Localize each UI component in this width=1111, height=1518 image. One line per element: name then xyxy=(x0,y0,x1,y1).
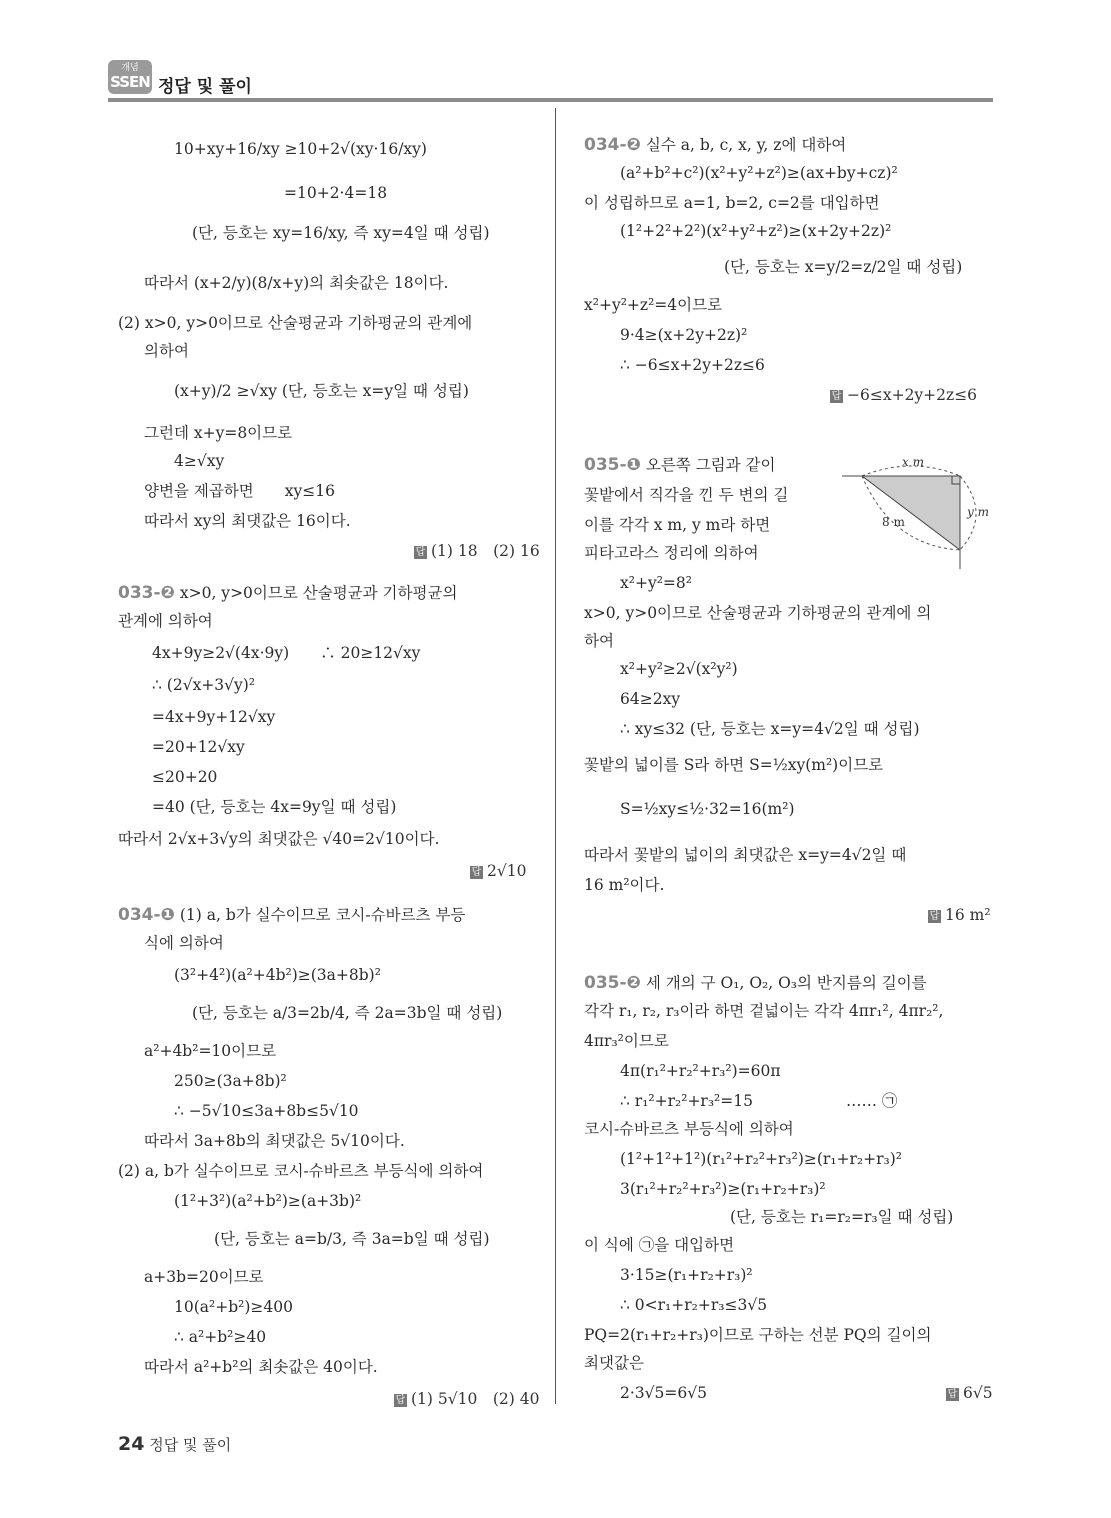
line: (단, 등호는 xy=16/xy, 즉 xy=4일 때 성립) xyxy=(192,224,490,242)
line: S=½xy≤½·32=16(m²) xyxy=(620,800,795,818)
line: (단, 등호는 a=b/3, 즉 3a=b일 때 성립) xyxy=(214,1230,490,1248)
line: a²+4b²=10이므로 xyxy=(144,1042,277,1060)
line: 피타고라스 정리에 의하여 xyxy=(584,544,759,562)
answer-mark-icon: 답 xyxy=(929,911,940,922)
line: (1²+3²)(a²+b²)≥(a+3b)² xyxy=(174,1192,362,1210)
line: 따라서 꽃밭의 넓이의 최댓값은 x=y=4√2일 때 xyxy=(584,846,907,864)
line: 10(a²+b²)≥400 xyxy=(174,1298,293,1316)
page-header xyxy=(108,58,993,104)
line: 따라서 xy의 최댓값은 16이다. xyxy=(144,512,351,530)
problem-035-1: 035-❶ 오른쪽 그림과 같이 xyxy=(584,455,776,475)
line: 식에 의하여 xyxy=(144,934,224,952)
line: 따라서 a²+b²의 최솟값은 40이다. xyxy=(144,1358,378,1376)
line: (단, 등호는 x=y/2=z/2일 때 성립) xyxy=(724,258,963,276)
line: =4x+9y+12√xy xyxy=(152,708,276,726)
triangle xyxy=(862,476,960,550)
answer-mark-icon: 답 xyxy=(831,391,842,402)
line: ∴ −5√10≤3a+8b≤5√10 xyxy=(174,1102,359,1120)
line: =10+2·4=18 xyxy=(284,184,388,202)
line: 하여 xyxy=(584,632,614,650)
line: =40 (단, 등호는 4x=9y일 때 성립) xyxy=(152,798,397,816)
page-number: 24 xyxy=(118,1433,145,1455)
line: 따라서 3a+8b의 최댓값은 5√10이다. xyxy=(144,1132,405,1150)
line: (x+y)/2 ≥√xy (단, 등호는 x=y일 때 성립) xyxy=(174,382,469,400)
line: (1²+2²+2²)(x²+y²+z²)≥(x+2y+2z)² xyxy=(620,222,892,240)
line: PQ=2(r₁+r₂+r₃)이므로 구하는 선분 PQ의 길이의 xyxy=(584,1326,932,1344)
line: (2) x>0, y>0이므로 산술평균과 기하평균의 관계에 xyxy=(118,314,473,332)
line: 꽃밭의 넓이를 S라 하면 S=½xy(m²)이므로 xyxy=(584,756,884,774)
brand-logo: 개념 SSEN xyxy=(108,60,152,94)
line: 3(r₁²+r₂²+r₃²)≥(r₁+r₂+r₃)² xyxy=(620,1180,826,1198)
line: 4≥√xy xyxy=(174,452,225,470)
line: 그런데 x+y=8이므로 xyxy=(144,424,293,442)
line: x²+y²=8² xyxy=(620,574,692,592)
line: (3²+4²)(a²+4b²)≥(3a+8b)² xyxy=(174,966,381,984)
line: 꽃밭에서 직각을 낀 두 변의 길 xyxy=(584,486,789,504)
line: 양변을 제곱하면 xy≤16 xyxy=(144,482,335,500)
line: 최댓값은 xyxy=(584,1354,644,1372)
line: ∴ (2√x+3√y)² xyxy=(152,676,256,694)
answer-mark-icon: 답 xyxy=(415,547,426,558)
line: 2·3√5=6√5 xyxy=(620,1384,707,1402)
line: 의하여 xyxy=(144,342,189,360)
line: x>0, y>0이므로 산술평균과 기하평균의 관계에 의 xyxy=(584,604,932,622)
line: 4π(r₁²+r₂²+r₃²)=60π xyxy=(620,1062,781,1080)
line: 코시-슈바르츠 부등식에 의하여 xyxy=(584,1120,794,1138)
header-rule xyxy=(108,98,993,102)
problem-035-2: 035-❷ 세 개의 구 O₁, O₂, O₃의 반지름의 길이를 xyxy=(584,973,927,993)
line: 10+xy+16/xy ≥10+2√(xy·16/xy) xyxy=(174,140,427,158)
section-title: 정답 및 풀이 xyxy=(158,77,252,97)
footer-title: 정답 및 풀이 xyxy=(149,1436,232,1454)
line: (2) a, b가 실수이므로 코시-슈바르츠 부등식에 의하여 xyxy=(118,1162,484,1180)
label-y: y m xyxy=(967,505,989,519)
line: x²+y²+z²=4이므로 xyxy=(584,296,723,314)
line: ∴ −6≤x+2y+2z≤6 xyxy=(620,356,765,374)
line: ∴ 0<r₁+r₂+r₃≤3√5 xyxy=(620,1296,768,1314)
problem-034-1: 034-❶ (1) a, b가 실수이므로 코시-슈바르츠 부등 xyxy=(118,905,466,925)
line: 4x+9y≥2√(4x·9y) ∴ 20≥12√xy xyxy=(152,644,421,662)
line: 16 m²이다. xyxy=(584,876,665,894)
flowerbed-figure xyxy=(842,454,992,574)
line: 따라서 (x+2/y)(8/x+y)의 최솟값은 18이다. xyxy=(144,274,449,292)
line: 이 식에 ㉠을 대입하면 xyxy=(584,1236,735,1254)
answer: 답 (1) 18 (2) 16 xyxy=(415,542,540,560)
answer-mark-icon: 답 xyxy=(395,1395,406,1406)
line: =20+12√xy xyxy=(152,738,245,756)
line: ∴ r₁²+r₂²+r₃²=15 …… ㉠ xyxy=(620,1092,898,1110)
column-divider xyxy=(555,108,556,1404)
answer: 답 −6≤x+2y+2z≤6 xyxy=(831,386,978,404)
line: ∴ a²+b²≥40 xyxy=(174,1328,267,1346)
line: (1²+1²+1²)(r₁²+r₂²+r₃²)≥(r₁+r₂+r₃)² xyxy=(620,1150,903,1168)
line: 이를 각각 x m, y m라 하면 xyxy=(584,516,771,534)
answer: 답 (1) 5√10 (2) 40 xyxy=(395,1390,540,1408)
answer-mark-icon: 답 xyxy=(471,867,482,878)
line: (a²+b²+c²)(x²+y²+z²)≥(ax+by+cz)² xyxy=(620,164,898,182)
line: x²+y²≥2√(x²y²) xyxy=(620,660,738,678)
line: 9·4≥(x+2y+2z)² xyxy=(620,326,748,344)
line: a+3b=20이므로 xyxy=(144,1268,264,1286)
line: 이 성립하므로 a=1, b=2, c=2를 대입하면 xyxy=(584,194,880,212)
line: 3·15≥(r₁+r₂+r₃)² xyxy=(620,1266,753,1284)
answer: 답 2√10 xyxy=(471,862,527,880)
answer: 답 16 m² xyxy=(929,906,991,924)
label-x: x m xyxy=(902,455,924,469)
line: 250≥(3a+8b)² xyxy=(174,1072,287,1090)
label-hyp: 8 m xyxy=(882,515,905,529)
line: 각각 r₁, r₂, r₃이라 하면 겉넓이는 각각 4πr₁², 4πr₂², xyxy=(584,1002,944,1020)
problem-034-2: 034-❷ 실수 a, b, c, x, y, z에 대하여 xyxy=(584,135,847,155)
page-footer xyxy=(118,1433,231,1455)
line: ≤20+20 xyxy=(152,768,218,786)
line: 64≥2xy xyxy=(620,690,681,708)
answer-mark-icon: 답 xyxy=(947,1389,958,1400)
line: (단, 등호는 r₁=r₂=r₃일 때 성립) xyxy=(730,1208,954,1226)
line: 4πr₃²이므로 xyxy=(584,1032,669,1050)
line: (단, 등호는 a/3=2b/4, 즉 2a=3b일 때 성립) xyxy=(192,1004,503,1022)
line: 따라서 2√x+3√y의 최댓값은 √40=2√10이다. xyxy=(118,830,440,848)
answer: 답 6√5 xyxy=(947,1384,993,1402)
line: 관계에 의하여 xyxy=(118,612,213,630)
line: ∴ xy≤32 (단, 등호는 x=y=4√2일 때 성립) xyxy=(620,720,920,738)
problem-033-2: 033-❷ x>0, y>0이므로 산술평균과 기하평균의 xyxy=(118,583,458,603)
